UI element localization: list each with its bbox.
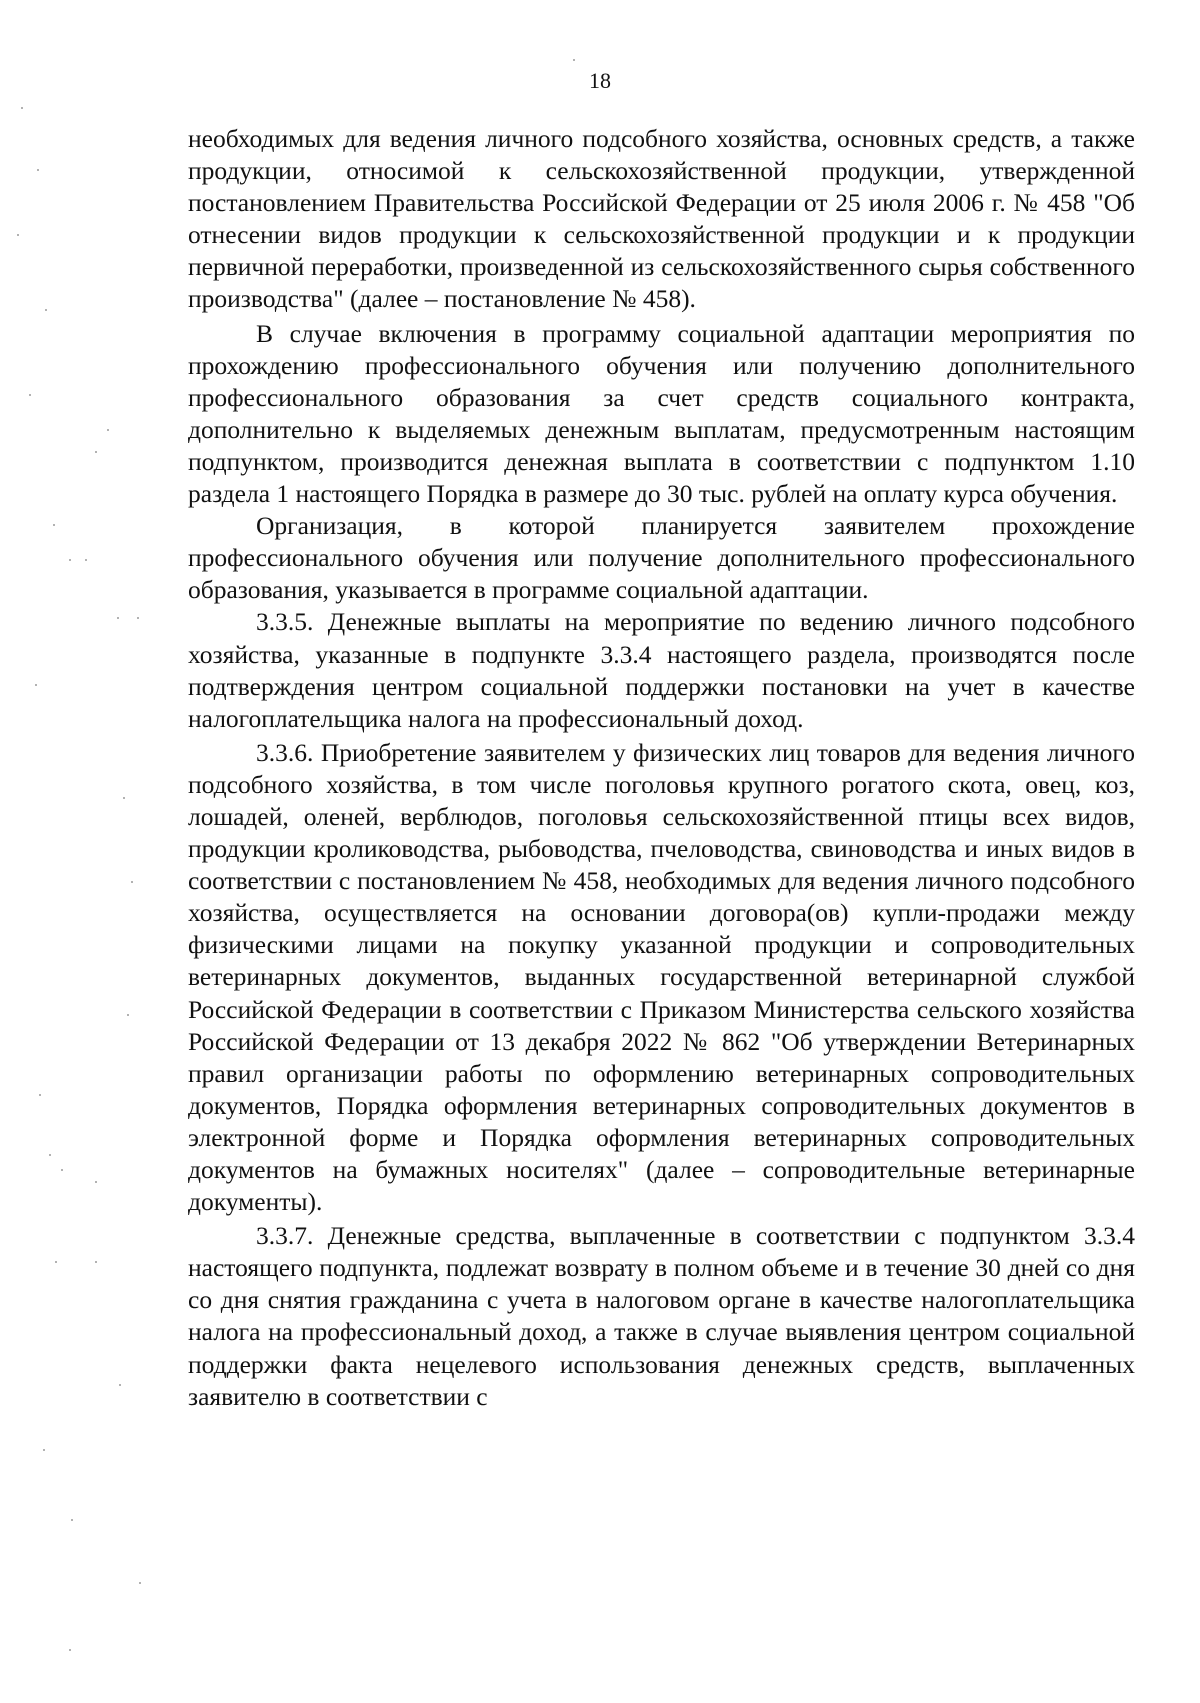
paragraph-3-3-7: 3.3.7. Денежные средства, выплаченные в соответствии с подпунктом 3.3.4 настоящего подпункта, подлежат возврату в полном объеме и в течение 30 дней со дня со дня снятия гражданина с учета в налоговом органе в качестве налогоплательщика налога на профессиональный доход, а также в случае выявления центром социальной поддержки факта нецелевого использования денежных средств, выплаченных заявителю в соответствии с [188, 1221, 1135, 1411]
paragraph-training-payment: В случае включения в программу социальной адаптации мероприятия по прохождению профессионального обучения или получению дополнительного профессионального образования за счет средств социального контракта, дополнительно к выделяемых денежным выплатам, предусмотренным настоящим подпунктом, производится денежная выплата в соответствии с подпунктом 1.10 раздела 1 настоящего Порядка в размере до 30 тыс. рублей на оплату курса обучения. [188, 318, 1135, 509]
page-number: 18 [589, 68, 611, 93]
paragraph-3-3-5: 3.3.5. Денежные выплаты на мероприятие по ведению личного подсобного хозяйства, указанные в подпункте 3.3.4 настоящего раздела, производятся после подтверждения центром социальной поддержки постановки на учет в качестве налогоплательщика налога на профессиональный доход. [188, 607, 1135, 733]
document-body [188, 123, 1135, 1413]
paragraph-organization: Организация, в которой планируется заявителем прохождение профессионального обучения или получение дополнительного профессионального образования, указывается в программе социальной адаптации. [188, 511, 1135, 605]
paragraph-3-3-6: 3.3.6. Приобретение заявителем у физических лиц товаров для ведения личного подсобного хозяйства, в том числе поголовья крупного рогатого скота, овец, коз, лошадей, оленей, верблюдов, поголовья сельскохозяйственной птицы всех видов, продукции кролиководства, рыбоводства, пчеловодства, свиноводства и иных видов в соответствии с постановлением № 458, необходимых для ведения личного подсобного хозяйства, осуществляется на основании договора(ов) купли-продажи между физическими лицами на покупку указанной продукции и сопроводительных ветеринарных документов, выданных государственной ветеринарной службой Российской Федерации в соответствии с Приказом Министерства сельского хозяйства Российской Федерации от 13 декабря 2022 № 862 "Об утверждении Ветеринарных правил организации работы по оформлению ветеринарных сопроводительных документов, Порядка оформления ветеринарных сопроводительных документов в электронной форме и Порядка оформления ветеринарных сопроводительных документов на бумажных носителях" (далее – сопроводительные ветеринарные документы). [188, 737, 1135, 1217]
paragraph-continuation: необходимых для ведения личного подсобного хозяйства, основных средств, а также продукции, относимой к сельскохозяйственной продукции, утвержденной постановлением Правительства Российской Федерации от 25 июля 2006 г. № 458 "Об отнесении видов продукции к сельскохозяйственной продукции и к продукции первичной переработки, произведенной из сельскохозяйственного сырья собственного производства" (далее – постановление № 458). [188, 124, 1135, 314]
